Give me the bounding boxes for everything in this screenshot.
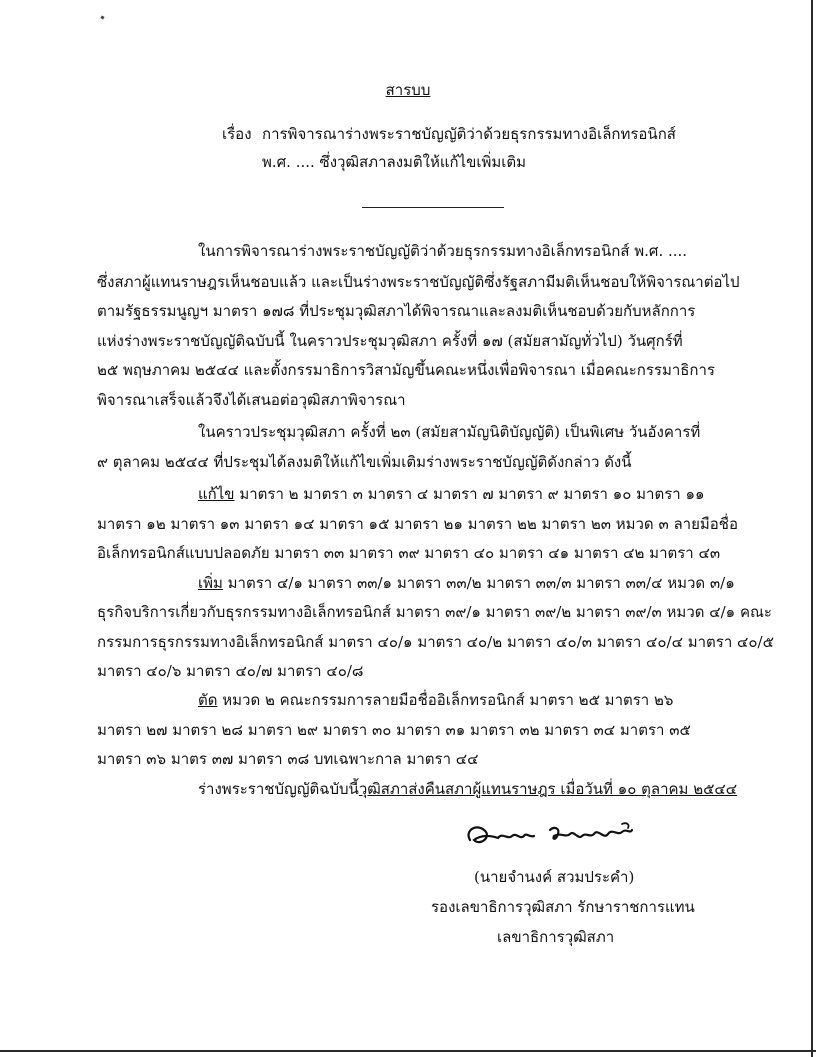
closing-prefix: ร่างพระราชบัญญัติฉบับนี้ <box>198 780 359 798</box>
signer-position: รองเลขาธิการวุฒิสภา รักษาราชการแทน <box>431 898 695 916</box>
signer-name: (นายจำนงค์ สวมประคำ) <box>474 868 635 886</box>
amend-label: แก้ไข <box>198 485 235 503</box>
cut-line: มาตรา ๓๖ มาตร ๓๗ มาตรา ๓๘ บทเฉพาะกาล มาตรา ๔๔ <box>97 750 479 768</box>
para1-line: แห่งร่างพระราชบัญญัติฉบับนี้ ในคราวประชุมวุฒิสภา ครั้งที่ ๑๗ (สมัยสามัญทั่วไป) วันศุกร์ที่ <box>97 332 683 350</box>
separator-rule <box>362 207 504 208</box>
amend-line: อิเล็กทรอนิกส์แบบปลอดภัย มาตรา ๓๓ มาตรา ๓๙ มาตรา ๔๐ มาตรา ๔๑ มาตรา ๔๒ มาตรา ๔๓ <box>97 544 721 562</box>
para2-line: ๙ ตุลาคม ๒๕๔๔ ที่ประชุมได้ลงมติให้แก้ไขเพิ่มเติมร่างพระราชบัญญัติดังกล่าว ดังนี้ <box>97 453 632 471</box>
para2-line: ในคราวประชุมวุฒิสภา ครั้งที่ ๒๓ (สมัยสามัญนิติบัญญัติ) เป็นพิเศษ วันอังคารที่ <box>198 423 701 441</box>
para1-line: ๒๕ พฤษภาคม ๒๕๔๔ และตั้งกรรมาธิการวิสามัญขึ้นคณะหนึ่งเพื่อพิจารณา เมื่อคณะกรรมาธิการ <box>97 361 715 379</box>
para1-line: พิจารณาเสร็จแล้วจึงได้เสนอต่อวุฒิสภาพิจารณา <box>97 391 406 409</box>
scan-border-bottom <box>0 1050 816 1052</box>
signer-office: เลขาธิการวุฒิสภา <box>497 928 615 946</box>
cut-label: ตัด <box>198 691 218 709</box>
amend-first-text: มาตรา ๒ มาตรา ๓ มาตรา ๔ มาตรา ๗ มาตรา ๙ มาตรา ๑๐ มาตรา ๑๑ <box>234 485 705 503</box>
closing-underlined: วุฒิสภาส่งคืนสภาผู้แทนราษฎร เมื่อวันที่ ๑๐ ตุลาคม ๒๕๔๔ <box>358 780 738 798</box>
para1-line: ตามรัฐธรรมนูญฯ มาตรา ๑๗๘ ที่ประชุมวุฒิสภาได้พิจารณาและลงมติเห็นชอบด้วยกับหลักการ <box>97 302 696 320</box>
handwritten-signature <box>462 818 642 854</box>
add-first-line <box>198 573 735 593</box>
subject-line-2: พ.ศ. .... ซึ่งวุฒิสภาลงมติให้แก้ไขเพิ่มเติม <box>262 153 527 171</box>
closing-line <box>198 779 737 799</box>
amend-line: มาตรา ๑๒ มาตรา ๑๓ มาตรา ๑๔ มาตรา ๑๕ มาตรา ๒๑ มาตรา ๒๒ มาตรา ๒๓ หมวด ๓ ลายมือชื่อ <box>97 515 738 533</box>
add-line: มาตรา ๔๐/๖ มาตรา ๔๐/๗ มาตรา ๔๐/๘ <box>97 662 364 680</box>
amend-first-line <box>198 484 705 504</box>
para1-line: ในการพิจารณาร่างพระราชบัญญัติว่าด้วยธุรกรรมทางอิเล็กทรอนิกส์ พ.ศ. .... <box>198 242 688 260</box>
subject-label: เรื่อง <box>222 125 252 143</box>
cut-first-text: หมวด ๒ คณะกรรมการลายมือชื่ออิเล็กทรอนิกส์ มาตรา ๒๕ มาตรา ๒๖ <box>217 691 674 709</box>
scan-border-right <box>811 0 813 1057</box>
add-label: เพิ่ม <box>198 574 223 592</box>
cut-first-line <box>198 690 673 710</box>
para1-line: ซึ่งสภาผู้แทนราษฎรเห็นชอบแล้ว และเป็นร่างพระราชบัญญัติซึ่งรัฐสภามีมติเห็นชอบให้พิจารณาต่อไป <box>97 273 740 291</box>
cut-line: มาตรา ๒๗ มาตรา ๒๘ มาตรา ๒๙ มาตรา ๓๐ มาตรา ๓๑ มาตรา ๓๒ มาตรา ๓๔ มาตรา ๓๕ <box>97 721 691 739</box>
subject-line-1: การพิจารณาร่างพระราชบัญญัติว่าด้วยธุรกรรมทางอิเล็กทรอนิกส์ <box>262 125 676 143</box>
scan-speck <box>100 15 104 19</box>
add-line: ธุรกิจบริการเกี่ยวกับธุรกรรมทางอิเล็กทรอนิกส์ มาตรา ๓๙/๑ มาตรา ๓๙/๒ มาตรา ๓๙/๓ หมวด ๔/๑ คณะ <box>97 603 772 621</box>
document-title: สารบบ <box>385 81 431 99</box>
add-first-text: มาตรา ๔/๑ มาตรา ๓๓/๑ มาตรา ๓๓/๒ มาตรา ๓๓/๓ มาตรา ๓๓/๔ หมวด ๓/๑ <box>222 574 735 592</box>
add-line: กรรมการธุรกรรมทางอิเล็กทรอนิกส์ มาตรา ๔๐/๑ มาตรา ๔๐/๒ มาตรา ๔๐/๓ มาตรา ๔๐/๔ มาตรา ๔๐/๕ <box>97 633 774 651</box>
